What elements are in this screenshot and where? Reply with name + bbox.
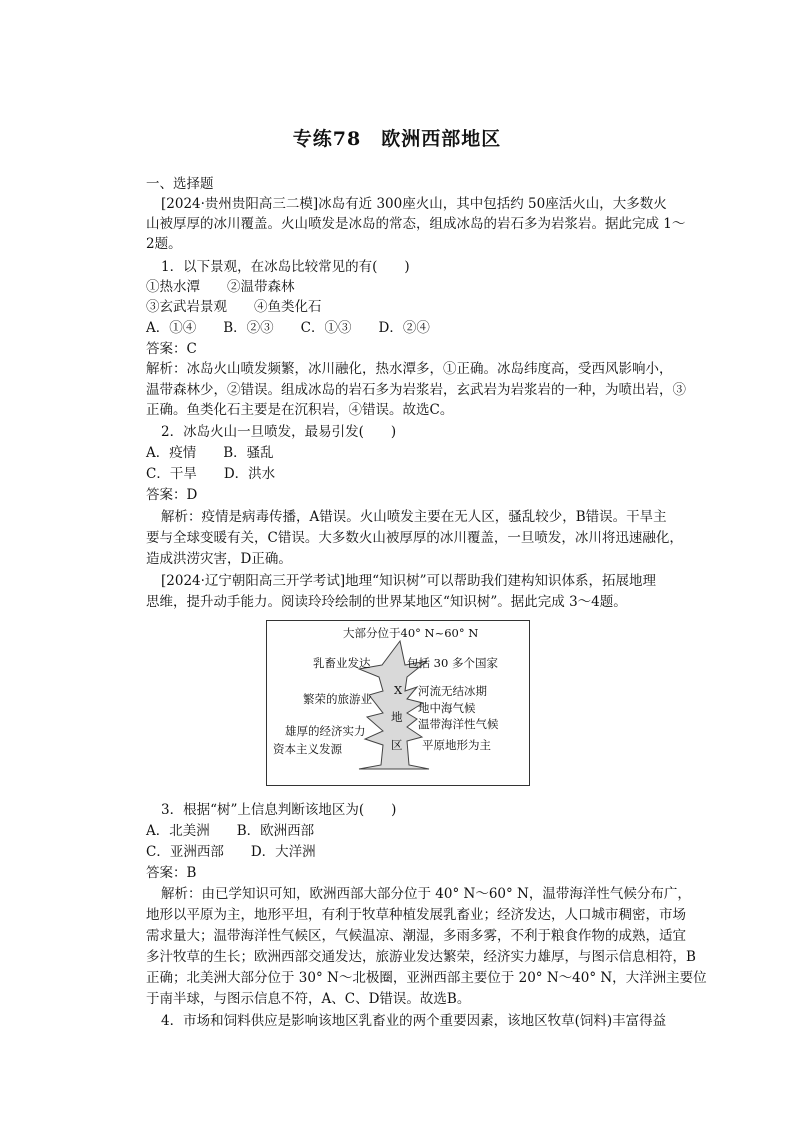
tree-trunk-label-3: 区 bbox=[391, 738, 403, 752]
q3-analysis-6: 于南半球，与图示信息不符，A、C、D错误。故选B。 bbox=[146, 991, 471, 1007]
tree-left-label-1: 乳畜业发达 bbox=[313, 656, 371, 670]
q3-answer: 答案：B bbox=[146, 865, 197, 881]
tree-top-label: 大部分位于40° N~60° N bbox=[343, 626, 479, 640]
q1-options-2: ③玄武岩景观 ④鱼类化石 bbox=[146, 299, 322, 315]
q1-answer: 答案：C bbox=[146, 341, 197, 357]
q3-analysis-2: 地形以平原为主，地形平坦，有利于牧草种植发展乳畜业；经济发达，人口城市稠密，市场 bbox=[146, 907, 686, 923]
q3-analysis-1: 解析：由已学知识可知，欧洲西部大部分位于 40° N～60° N，温带海洋性气候分布广， bbox=[161, 886, 691, 902]
q3-options-1: A．北美洲 B．欧洲西部 bbox=[146, 823, 315, 839]
q2-options-2: C．干旱 D．洪水 bbox=[146, 466, 276, 482]
q3-options-2: C．亚洲西部 D．大洋洲 bbox=[146, 844, 316, 860]
q2-stem: 2．冰岛火山一旦喷发，最易引发( ) bbox=[161, 424, 397, 440]
q2-analysis-3: 造成洪涝灾害，D正确。 bbox=[146, 551, 292, 567]
q3-stem: 3．根据“树”上信息判断该地区为( ) bbox=[161, 802, 397, 818]
intro2-line-2: 思维，提升动手能力。阅读玲玲绘制的世界某地区“知识树”。据此完成 3～4题。 bbox=[146, 594, 627, 610]
q2-options-1: A．疫情 B．骚乱 bbox=[146, 445, 274, 461]
q1-analysis-2: 温带森林少，②错误。组成冰岛的岩石多为岩浆岩，玄武岩为岩浆岩的一种，为喷出岩，③ bbox=[146, 382, 686, 398]
q3-analysis-5: 正确；北美洲大部分位于 30° N～北极圈，亚洲西部主要位于 20° N～40° N，大洋洲主要位 bbox=[146, 970, 707, 986]
intro1-line-3: 2题。 bbox=[146, 236, 182, 252]
tree-right-label-1: 包括 30 多个国家 bbox=[407, 656, 498, 670]
q3-analysis-4: 多汁牧草的生长；欧洲西部交通发达，旅游业发达繁荣，经济实力雄厚，与图示信息相符，B bbox=[146, 949, 696, 965]
knowledge-tree-figure bbox=[266, 620, 530, 786]
q1-analysis-3: 正确。鱼类化石主要是在沉积岩，④错误。故选C。 bbox=[146, 402, 454, 418]
q1-analysis-1: 解析：冰岛火山喷发频繁，冰川融化，热水潭多，①正确。冰岛纬度高，受西风影响小， bbox=[146, 361, 673, 377]
intro2-line-1: [2024·辽宁朝阳高三开学考试]地理“知识树”可以帮助我们建构知识体系，拓展地理 bbox=[161, 573, 656, 589]
tree-right-label-2: 河流无结冰期 bbox=[418, 684, 487, 698]
tree-left-label-2: 繁荣的旅游业 bbox=[303, 692, 372, 706]
q2-answer: 答案：D bbox=[146, 487, 198, 503]
q2-analysis-1: 解析：疫情是病毒传播，A错误。火山喷发主要在无人区，骚乱较少，B错误。干旱主 bbox=[161, 509, 667, 525]
tree-left-label-4: 资本主义发源 bbox=[273, 742, 342, 756]
tree-left-label-3: 雄厚的经济实力 bbox=[285, 724, 366, 738]
q1-stem: 1．以下景观，在冰岛比较常见的有( ) bbox=[161, 259, 410, 275]
q1-options-1: ①热水潭 ②温带森林 bbox=[146, 279, 295, 295]
q3-analysis-3: 需求量大；温带海洋性气候区，气候温凉、潮湿，多雨多雾，不利于粮食作物的成熟，适宜 bbox=[146, 928, 686, 944]
intro1-line-1: [2024·贵州贵阳高三二模]冰岛有近 300座火山，其中包括约 50座活火山，大多数火 bbox=[161, 196, 667, 212]
tree-right-label-5: 平原地形为主 bbox=[422, 738, 491, 752]
page-title: 专练78 欧洲西部地区 bbox=[292, 128, 502, 150]
tree-right-label-3: 地中海气候 bbox=[418, 701, 476, 715]
section-heading: 一、选择题 bbox=[146, 176, 214, 192]
intro1-line-2: 山被厚厚的冰川覆盖。火山喷发是冰岛的常态，组成冰岛的岩石多为岩浆岩。据此完成 1～ bbox=[146, 216, 686, 232]
tree-trunk-label-2: 地 bbox=[391, 710, 403, 724]
tree-right-label-4: 温带海洋性气候 bbox=[418, 717, 499, 731]
q1-choices: A．①④ B．②③ C．①③ D．②④ bbox=[146, 320, 430, 336]
q4-stem: 4．市场和饲料供应是影响该地区乳畜业的两个重要因素，该地区牧草(饲料)丰富得益 bbox=[161, 1013, 667, 1029]
q2-analysis-2: 要与全球变暖有关，C错误。大多数火山被厚厚的冰川覆盖，一旦喷发，冰川将迅速融化， bbox=[146, 530, 683, 546]
tree-trunk-label-1: X bbox=[394, 683, 403, 697]
